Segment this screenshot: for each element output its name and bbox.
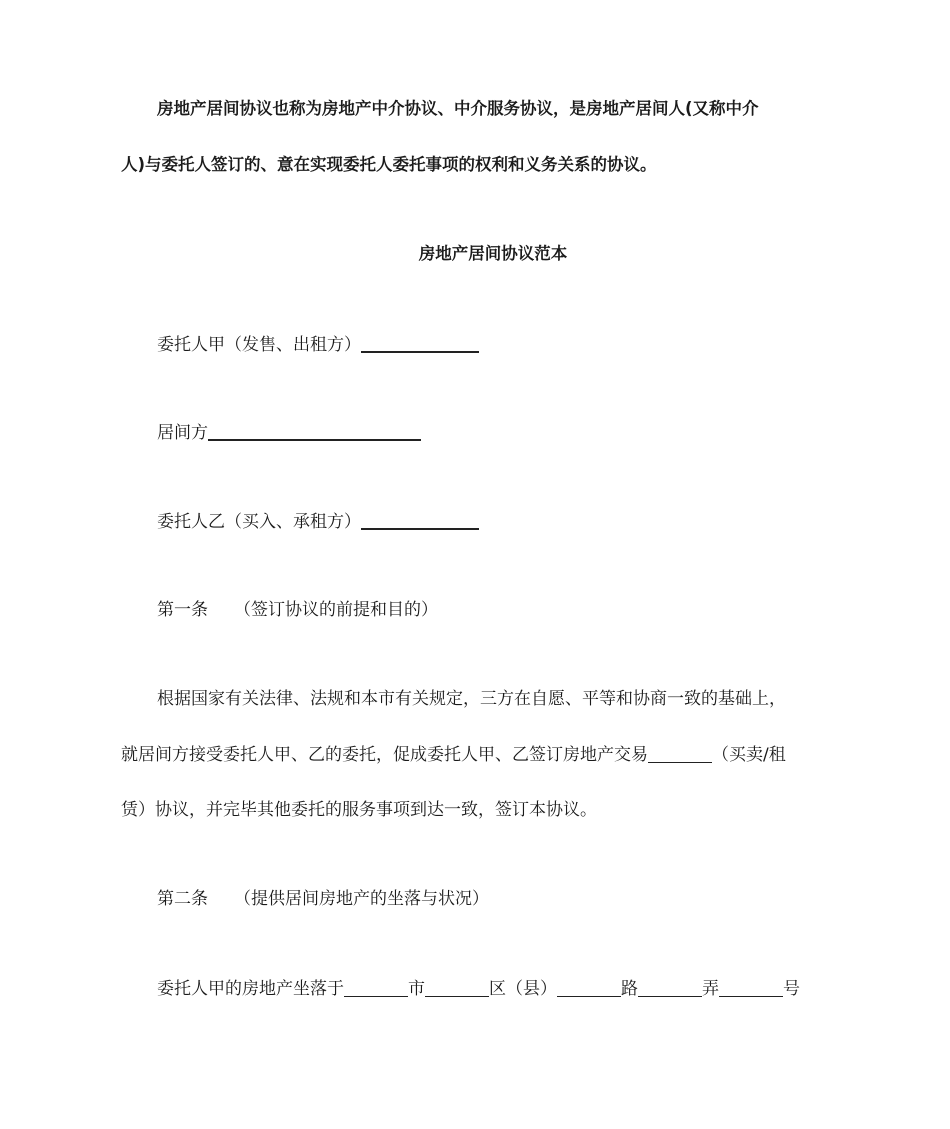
city-blank[interactable] — [344, 979, 408, 997]
article-1-number: 第一条 — [157, 600, 208, 620]
article-1-line-2 — [121, 743, 831, 767]
intro-paragraph-line-1: 房地产居间协议也称为房地产中介协议、中介服务协议，是房地产居间人(又称中介 — [157, 99, 759, 118]
article-1-line-2-text: 就居间方接受委托人甲、乙的委托，促成委托人甲、乙签订房地产交易 — [121, 745, 648, 765]
article-1-heading — [157, 598, 837, 622]
article-2-number: 第二条 — [157, 889, 208, 909]
intermediary-blank[interactable] — [208, 422, 421, 441]
article-2-title: （提供居间房地产的坐落与状况） — [234, 889, 489, 909]
intermediary-label: 居间方 — [157, 423, 208, 443]
number-blank[interactable] — [719, 979, 783, 997]
article-1-title: （签订协议的前提和目的） — [234, 600, 438, 620]
party-a-label: 委托人甲（发售、出租方） — [157, 335, 361, 355]
lane-label: 弄 — [702, 979, 719, 999]
city-label: 市 — [408, 979, 425, 999]
district-label: 区（县） — [489, 979, 557, 999]
party-b-label: 委托人乙（买入、承租方） — [157, 512, 361, 532]
intro-paragraph-line-2: 人)与委托人签订的、意在实现委托人委托事项的权利和义务关系的协议。 — [121, 155, 657, 174]
intermediary-line — [157, 421, 837, 445]
article-1-line-2-suffix: （买卖/租 — [712, 745, 786, 765]
road-label: 路 — [621, 979, 638, 999]
district-blank[interactable] — [425, 979, 489, 997]
article-2-line-1 — [157, 977, 837, 1001]
number-label: 号 — [783, 979, 800, 999]
document-title: 房地产居间协议范本 — [418, 244, 568, 263]
party-a-blank[interactable] — [361, 334, 479, 353]
article-1-line-1: 根据国家有关法律、法规和本市有关规定，三方在自愿、平等和协商一致的基础上， — [157, 689, 786, 709]
party-b-blank[interactable] — [361, 511, 479, 530]
location-prefix: 委托人甲的房地产坐落于 — [157, 979, 344, 999]
party-a-line — [157, 333, 837, 357]
article-1-line-3: 赁）协议，并完毕其他委托的服务事项到达一致，签订本协议。 — [121, 800, 597, 820]
party-b-line — [157, 510, 837, 534]
lane-blank[interactable] — [638, 979, 702, 997]
article-2-heading — [157, 887, 837, 911]
road-blank[interactable] — [557, 979, 621, 997]
transaction-type-blank[interactable] — [648, 745, 712, 763]
